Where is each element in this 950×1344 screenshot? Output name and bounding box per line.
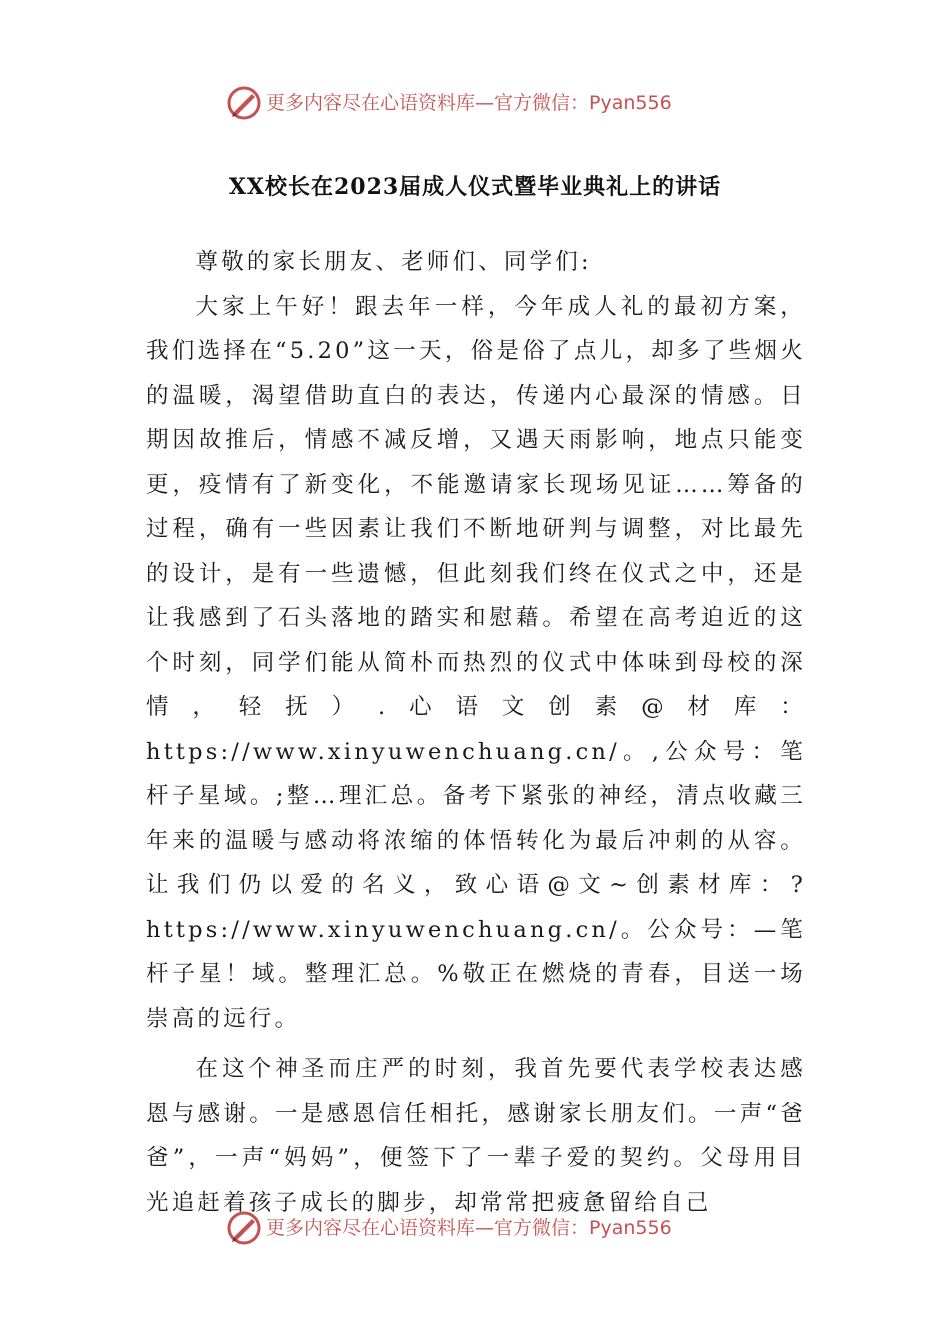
footer-banner <box>0 1208 950 1248</box>
banner-text: 更多内容尽在心语资料库—官方微信：Pyan556 <box>266 1217 672 1239</box>
document-body <box>146 240 806 1225</box>
header-banner <box>0 83 950 123</box>
paragraph: 大家上午好！跟去年一样，今年成人礼的最初方案，我们选择在“5.20”这一天，俗是俗了点儿，却多了些烟火的温暖，渴望借助直白的表达，传递内心最深的情感。日期因故推后，情感不减反增，又遇天雨影响，地点只能变更，疫情有了新变化，不能邀请家长现场见证……筹备的过程，确有一些因素让我们不断地研判与调整，对比最先的设计，是有一些遗憾，但此刻我们终在仪式之中，还是让我感到了石头落地的踏实和慰藉。希望在高考迫近的这个时刻，同学们能从简朴而热烈的仪式中体味到母校的深情，轻抚）.心语文创素@材库：https://www.xinyuwenchuang.cn/。,公众号：笔杆子星域。;整…理汇总。备考下紧张的神经，清点收藏三年来的温暖与感动将浓缩的体悟转化为最后冲刺的从容。让我们仍以爱的名义，致心语@文~创素材库：?https://www.xinyuwenchuang.cn/。公众号：—笔杆子星！域。整理汇总。%敬正在燃烧的青春，目送一场崇高的远行。 <box>146 293 806 1032</box>
pen-logo-icon <box>226 1210 262 1246</box>
document-title: XX校长在2023届成人仪式暨毕业典礼上的讲话 <box>228 174 722 200</box>
banner-text: 更多内容尽在心语资料库—官方微信：Pyan556 <box>266 92 672 114</box>
pen-logo-icon <box>226 85 262 121</box>
greeting: 尊敬的家长朋友、老师们、同学们: <box>195 249 592 275</box>
paragraph: 在这个神圣而庄严的时刻，我首先要代表学校表达感恩与感谢。一是感恩信任相托，感谢家长朋友们。一声“爸爸”，一声“妈妈”，便签下了一辈子爱的契约。父母用目光追赶着孩子成长的脚步，却常常把疲惫留给自己 <box>146 1056 806 1216</box>
